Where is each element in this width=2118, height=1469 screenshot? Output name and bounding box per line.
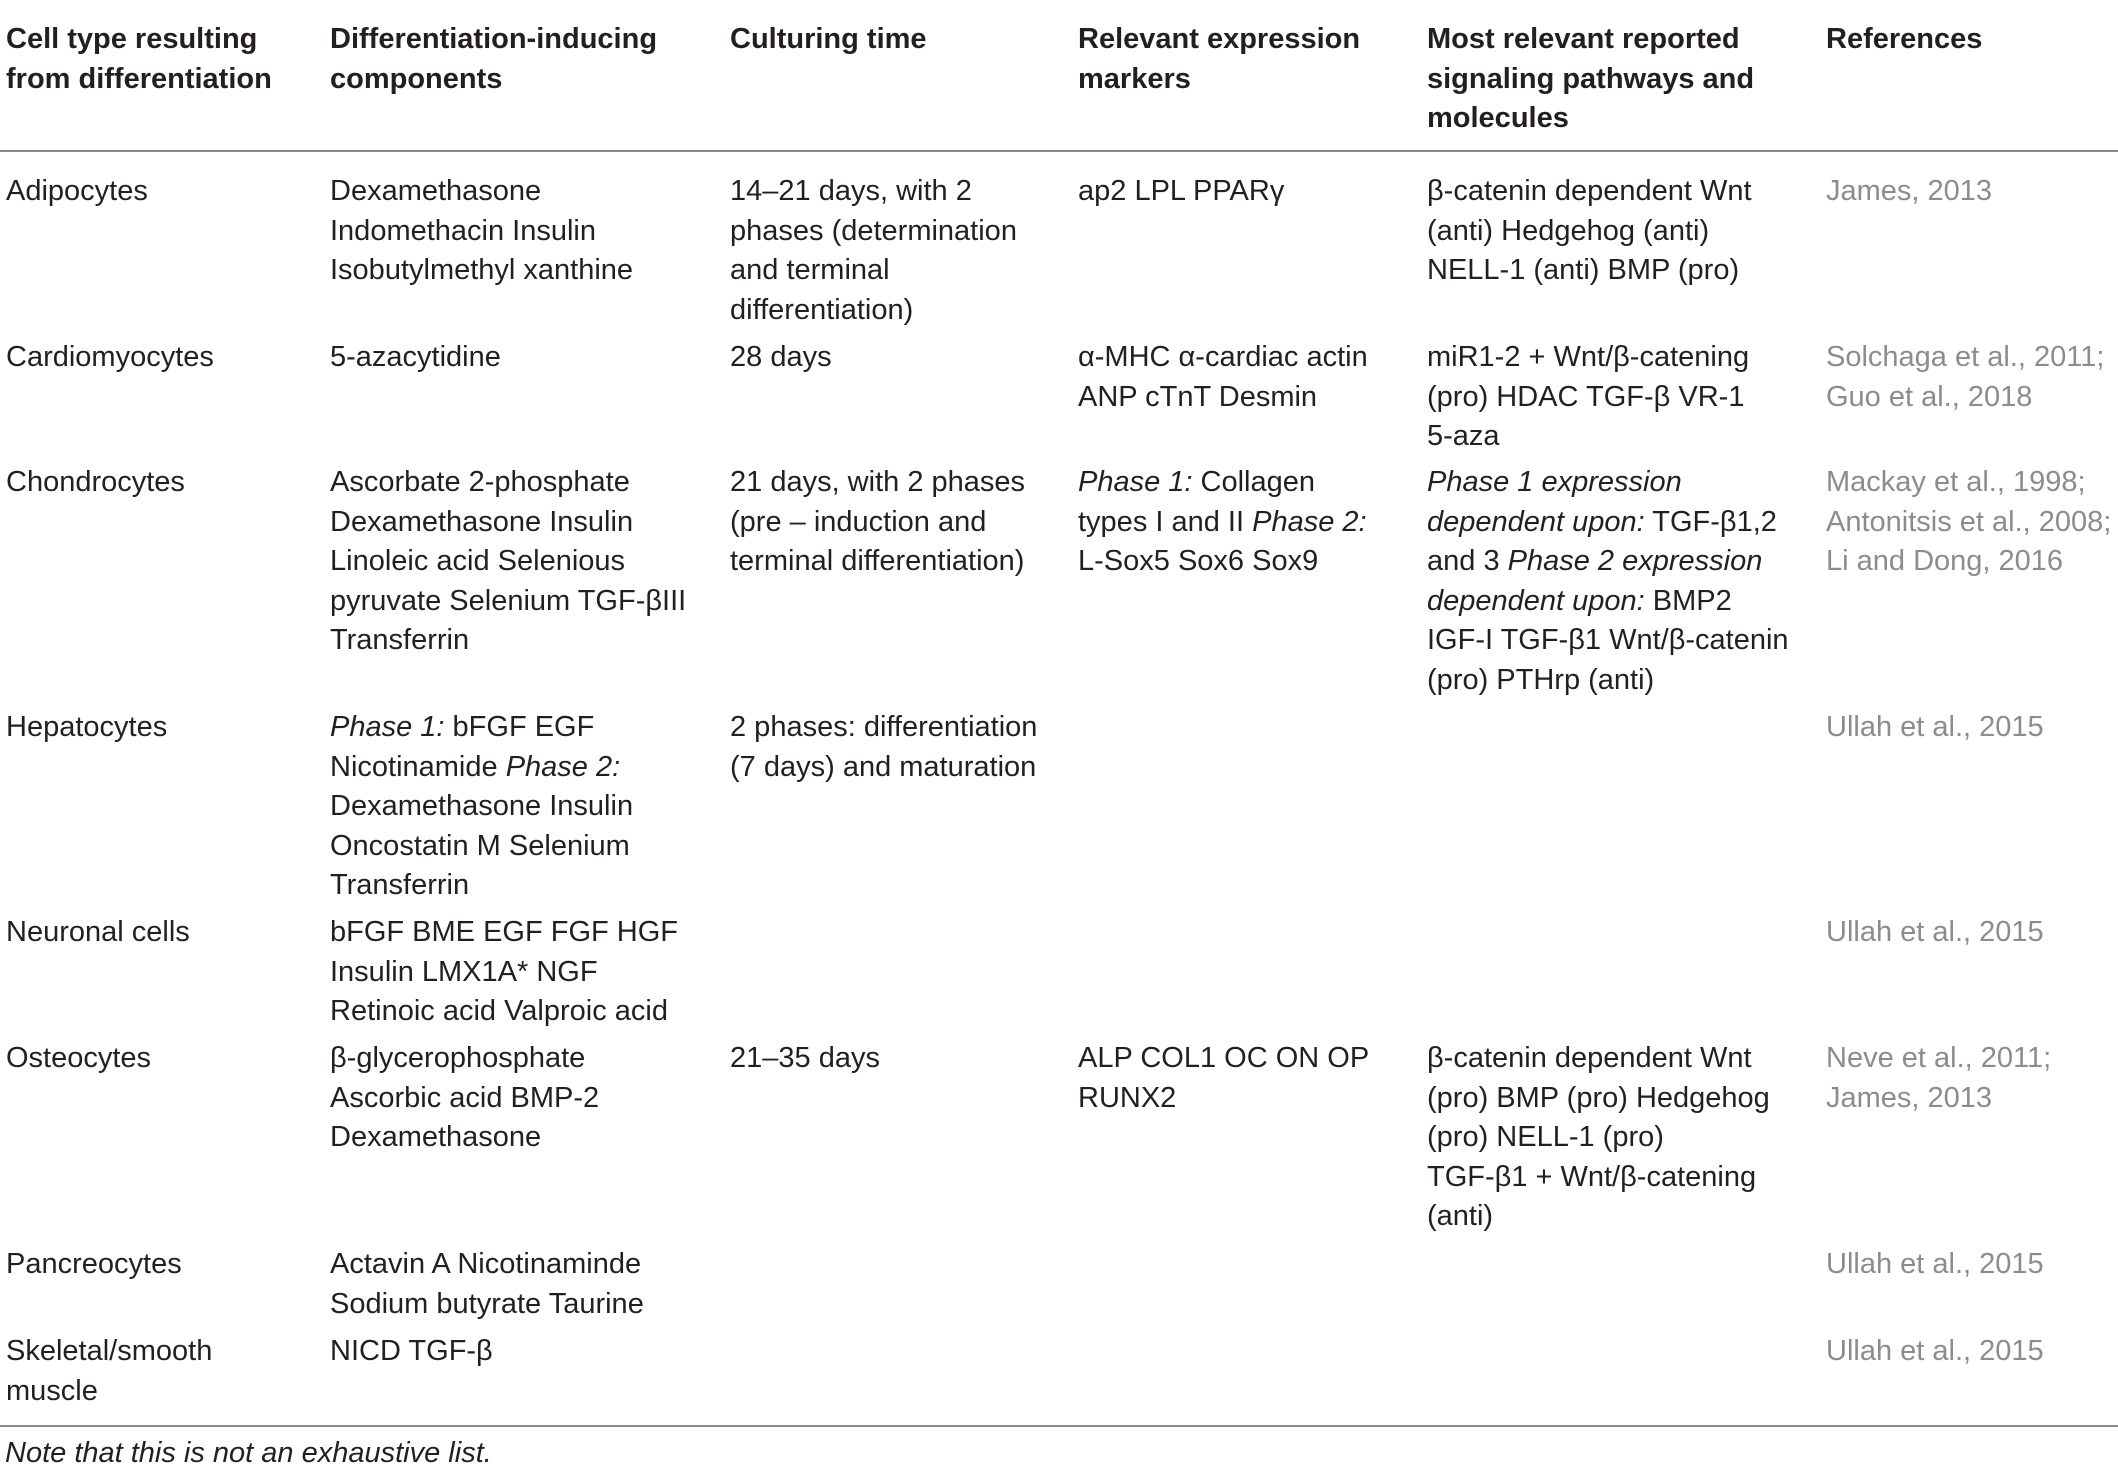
reference-link[interactable]: Mackay et al., 1998; Antonitsis et al., 2008; Li and Dong, 2016 — [1826, 466, 2112, 577]
phase-label: Phase 1: — [330, 711, 445, 743]
table-cell: Actavin A Nicotinaminde Sodium butyrate Taurine — [330, 1248, 644, 1320]
phase-label: Phase 2 expression dependent upon: — [1427, 545, 1763, 617]
header-signaling-pathways: Most relevant reported signaling pathways and molecules — [1427, 23, 1755, 134]
reference-link[interactable]: James, 2013 — [1826, 175, 1993, 207]
cell-text: bFGF EGF Nicotinamide — [330, 711, 595, 783]
table-cell: Chondrocytes — [6, 466, 185, 498]
cell-text: Collagen types I and II — [1078, 466, 1316, 538]
table-cell: bFGF BME EGF FGF HGF Insulin LMX1A* NGF Retinoic acid Valproic acid — [330, 916, 678, 1027]
table-cell: ap2 LPL PPARγ — [1078, 175, 1285, 207]
header-expression-markers: Relevant expression markers — [1078, 23, 1361, 95]
cell-text: TGF-β1,2 and 3 — [1427, 505, 1777, 577]
table-cell: 21–35 days — [730, 1042, 880, 1074]
header-divider — [0, 150, 2118, 152]
phase-label: Phase 2: — [1252, 505, 1367, 538]
table-cell: 5-azacytidine — [330, 341, 501, 373]
table-cell — [1078, 463, 1418, 582]
reference-link[interactable]: Ullah et al., 2015 — [1826, 1335, 2044, 1367]
table-cell: β-catenin dependent Wnt (pro) BMP (pro) Hedgehog (pro) NELL-1 (pro) TGF-β1 + Wnt/β-catening (anti) — [1427, 1042, 1770, 1232]
table-cell: miR1-2 + Wnt/β-catening (pro) HDAC TGF-β VR-1 5-aza — [1427, 341, 1750, 452]
table-cell: NICD TGF-β — [330, 1335, 493, 1367]
cell-text: Dexamethasone Insulin Oncostatin M Selenium Transferrin — [330, 790, 634, 901]
table-cell: Skeletal/smooth muscle — [6, 1335, 213, 1407]
table-cell: 2 phases: differentiation (7 days) and maturation — [730, 711, 1038, 783]
table-cell — [330, 708, 720, 906]
table-cell: α-MHC α-cardiac actin ANP cTnT Desmin — [1078, 341, 1368, 413]
table-cell: Dexamethasone Indomethacin Insulin Isobutylmethyl xanthine — [330, 175, 634, 286]
table-cell: Cardiomyocytes — [6, 341, 214, 373]
table-cell: Hepatocytes — [6, 711, 168, 743]
table-bottom-divider — [0, 1425, 2118, 1427]
cell-text: L-Sox5 Sox6 Sox9 — [1078, 545, 1319, 577]
table-cell: Adipocytes — [6, 175, 148, 207]
reference-link[interactable]: Solchaga et al., 2011; Guo et al., 2018 — [1826, 341, 2105, 413]
table-cell: Neuronal cells — [6, 916, 190, 948]
phase-label: Phase 1 expression dependent upon: — [1427, 466, 1682, 538]
table-cell: 28 days — [730, 341, 832, 373]
table-cell — [1427, 463, 1797, 700]
table-cell: ALP COL1 OC ON OP RUNX2 — [1078, 1042, 1370, 1114]
table-cell: β-glycerophosphate Ascorbic acid BMP-2 Dexamethasone — [330, 1042, 600, 1153]
reference-link[interactable]: Ullah et al., 2015 — [1826, 711, 2044, 743]
header-cell-type: Cell type resulting from differentiation — [6, 23, 272, 95]
reference-link[interactable]: Ullah et al., 2015 — [1826, 916, 2044, 948]
reference-link[interactable]: Neve et al., 2011; James, 2013 — [1826, 1042, 2052, 1114]
header-components: Differentiation-inducing components — [330, 23, 658, 95]
table-cell: 21 days, with 2 phases (pre – induction and terminal differentiation) — [730, 466, 1026, 577]
header-culturing-time: Culturing time — [730, 23, 927, 55]
table-cell: 14–21 days, with 2 phases (determination and terminal differentiation) — [730, 175, 1017, 326]
table-cell: Osteocytes — [6, 1042, 152, 1074]
phase-label: Phase 2: — [505, 750, 621, 783]
reference-link[interactable]: Ullah et al., 2015 — [1826, 1248, 2044, 1280]
table-cell: β-catenin dependent Wnt (anti) Hedgehog (anti) NELL-1 (anti) BMP (pro) — [1427, 175, 1752, 286]
header-references: References — [1826, 23, 1983, 55]
table-cell: Pancreocytes — [6, 1248, 182, 1280]
table-cell: Ascorbate 2-phosphate Dexamethasone Insulin Linoleic acid Selenious pyruvate Selenium TGF-βIII Transferrin — [330, 466, 687, 656]
table-footnote: Note that this is not an exhaustive list. — [5, 1437, 492, 1469]
cell-text: BMP2 IGF-I TGF-β1 Wnt/β-catenin (pro) PTHrp (anti) — [1427, 584, 1789, 696]
phase-label: Phase 1: — [1078, 466, 1193, 498]
